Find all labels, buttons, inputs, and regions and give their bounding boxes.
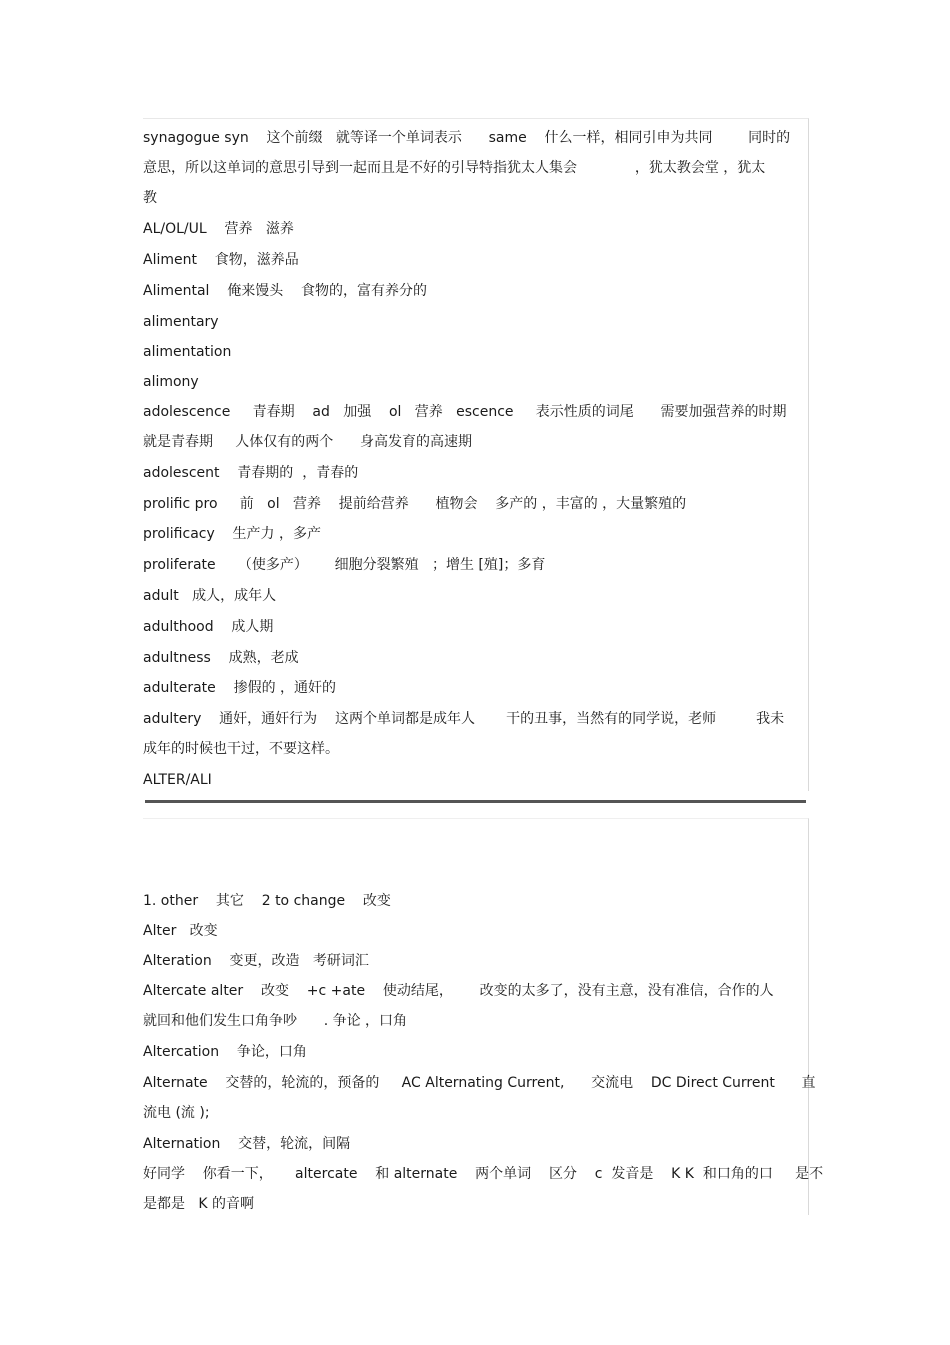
line-text: proliferate （使多产） 细胞分裂繁殖 ；增生 [殖]；多育: [143, 557, 546, 573]
line-text: adult 成人，成年人: [143, 588, 277, 604]
text-line: [143, 581, 790, 612]
text-line: [143, 1037, 823, 1068]
line-text: 1. other 其它 2 to change 改变: [143, 893, 391, 909]
line-text: Alimental 俺来馒头 食物的，富有养分的: [143, 283, 428, 299]
text-line: [143, 1159, 823, 1189]
text-line: [143, 1098, 823, 1129]
line-text: 流电 (流 );: [143, 1105, 210, 1121]
line-text: 好同学 你看一下， altercate 和 alternate 两个单词 区分 c 发音是 K K 和口角的口 是不: [143, 1166, 824, 1182]
text-line: [143, 673, 790, 704]
line-text: prolificacy 生产力 ，多产: [143, 526, 322, 542]
text-line: [143, 337, 790, 367]
text-line: [143, 734, 790, 765]
line-text: Altercation 争论，口角: [143, 1044, 307, 1060]
text-line: [143, 214, 790, 245]
line-text: 就是青春期 人体仅有的两个 身高发育的高速期: [143, 434, 472, 450]
document-page-1: [143, 118, 809, 791]
line-text: prolific pro 前 ol 营养 提前给营养 植物会 多产的 ，丰富的 ，大量繁殖的: [143, 496, 687, 512]
text-line: [143, 916, 823, 946]
text-line: [143, 245, 790, 276]
text-line: [143, 153, 790, 183]
line-text: alimentation: [143, 344, 232, 360]
line-text: Alternation 交替，轮流，间隔: [143, 1136, 351, 1152]
text-line: [143, 519, 790, 550]
text-line: [143, 550, 790, 581]
line-text: adultery 通奸，通奸行为 这两个单词都是成年人 干的丑事，当然有的同学说，老师 我未: [143, 711, 785, 727]
text-line: [143, 1129, 823, 1159]
line-text: ALTER/ALI: [143, 772, 212, 788]
line-text: AL/OL/UL 营养 滋养: [143, 221, 294, 237]
text-line: [143, 612, 790, 643]
text-line: [143, 946, 823, 976]
text-line: [143, 643, 790, 673]
text-line: [143, 704, 790, 734]
text-line: [143, 1068, 823, 1098]
line-text: 成年的时候也干过，不要这样。: [143, 741, 339, 757]
section-heading: [143, 765, 790, 795]
document-page-2: [143, 818, 824, 1215]
page-divider: [145, 800, 806, 803]
text-line: [143, 397, 790, 427]
text-line: [143, 458, 790, 489]
text-line: [143, 427, 790, 458]
vocabulary-list-1: [143, 123, 790, 795]
text-line: [143, 367, 790, 397]
line-text: adulthood 成人期: [143, 619, 274, 635]
vocabulary-list-2: [143, 886, 823, 1219]
line-text: adolescent 青春期的 ，青春的: [143, 465, 359, 481]
text-line: [143, 276, 790, 307]
line-text: Alternate 交替的，轮流的，预备的 AC Alternating Current, 交流电 DC Direct Current 直: [143, 1075, 816, 1091]
line-text: adolescence 青春期 ad 加强 ol 营养 escence 表示性质的词尾 需要加强营养的时期: [143, 404, 787, 420]
text-line: [143, 307, 790, 337]
line-text: 就回和他们发生口角争吵 . 争论 ，口角: [143, 1013, 408, 1029]
text-line: [143, 1189, 823, 1219]
line-text: Aliment 食物，滋养品: [143, 252, 299, 268]
text-line: [143, 123, 790, 153]
line-text: adultness 成熟，老成: [143, 650, 299, 666]
text-line: [143, 1006, 823, 1037]
text-line: [143, 886, 823, 916]
text-line: [143, 183, 790, 214]
line-text: adulterate 掺假的 ，通奸的: [143, 680, 337, 696]
text-line: [143, 489, 790, 519]
text-line: [143, 976, 823, 1006]
line-text: 意思，所以这单词的意思引导到一起而且是不好的引导特指犹太人集会 ，犹太教会堂 ，犹太: [143, 160, 766, 176]
line-text: Alter 改变: [143, 923, 218, 939]
line-text: alimony: [143, 374, 199, 390]
line-text: 教: [143, 190, 157, 206]
line-text: Altercate alter 改变 +c +ate 使动结尾， 改变的太多了，没有主意，没有准信，合作的人: [143, 983, 774, 999]
line-text: synagogue syn 这个前缀 就等译一个单词表示 same 什么一样，相同引申为共同 同时的: [143, 130, 791, 146]
line-text: 是都是 K 的音啊: [143, 1196, 254, 1212]
line-text: alimentary: [143, 314, 219, 330]
line-text: Alteration 变更，改造 考研词汇: [143, 953, 369, 969]
